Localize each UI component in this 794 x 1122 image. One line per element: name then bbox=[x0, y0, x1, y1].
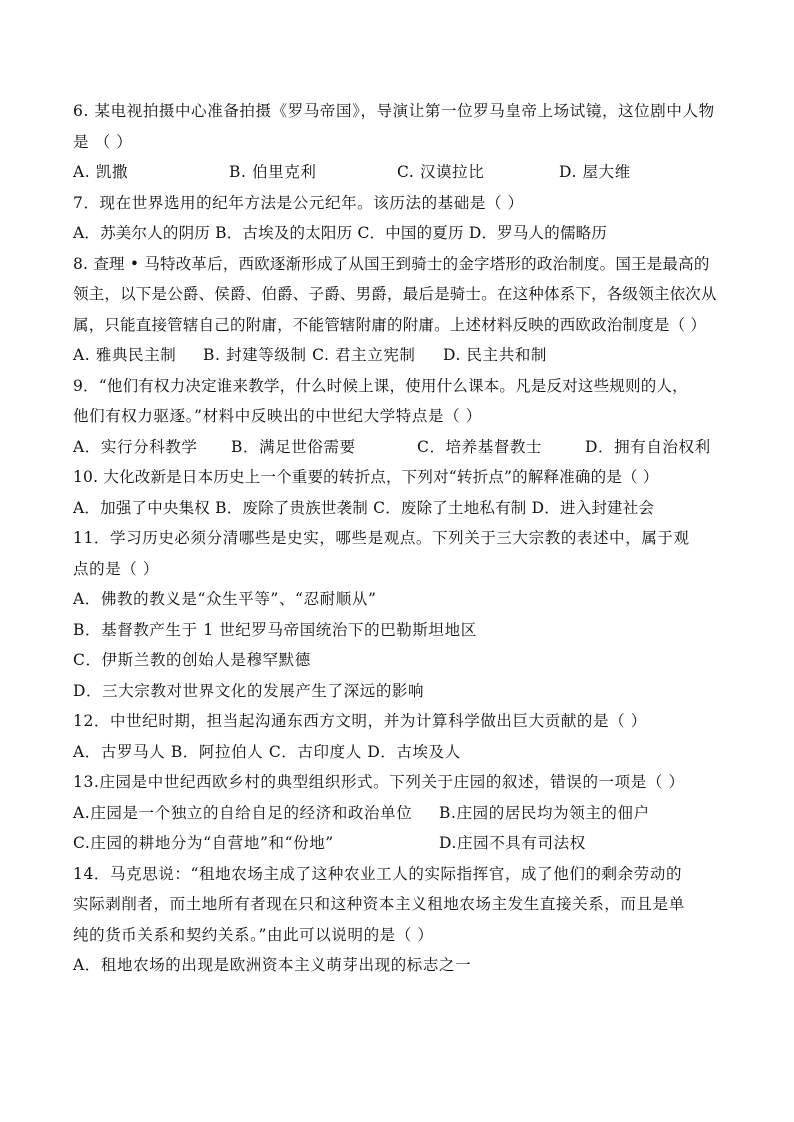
option-a: A. 凯撒 bbox=[73, 163, 129, 181]
question-7-stem: 7．现在世界选用的纪年方法是公元纪年。该历法的基础是（ ） bbox=[73, 193, 524, 212]
question-9-stem-line-2: 他们有权力驱逐。”材料中反映出的中世纪大学特点是（ ） bbox=[73, 407, 482, 425]
option-b: B．满足世俗需要 bbox=[231, 437, 356, 456]
question-7-options: A．苏美尔人的阴历 B．古埃及的太阳历 C．中国的夏历 D．罗马人的儒略历 bbox=[73, 224, 608, 242]
question-9-stem-line-1: 9．“他们有权力决定谁来教学，什么时候上课，使用什么课本。凡是反对这些规则的人， bbox=[73, 376, 688, 395]
question-14-option-a: A．租地农场的出现是欧洲资本主义萌芽出现的标志之一 bbox=[73, 956, 472, 974]
option-a: A．实行分科教学 bbox=[73, 437, 198, 456]
question-8-stem-line-1: 8. 查理 • 马特改革后，西欧逐渐形成了从国王到骑士的金字塔形的政治制度。国王是最高的 bbox=[73, 254, 710, 273]
question-12-stem: 12．中世纪时期，担当起沟通东西方文明，并为计算科学做出巨大贡献的是（ ） bbox=[73, 712, 647, 730]
option-d: D.庄园不具有司法权 bbox=[439, 834, 586, 852]
question-6-stem-line-1: 6. 某电视拍摄中心准备拍摄《罗马帝国》，导演让第一位罗马皇帝上场试镜，这位剧中人物 bbox=[73, 102, 715, 120]
question-9-options bbox=[73, 432, 723, 463]
question-13-options-row-1 bbox=[73, 798, 723, 829]
option-c: C. 汉谟拉比 bbox=[397, 163, 485, 181]
option-d: D. 民主共和制 bbox=[443, 346, 548, 364]
question-11-option-a: A．佛教的教义是“众生平等”、“忍耐顺从” bbox=[73, 590, 377, 608]
question-13-stem: 13.庄园是中世纪西欧乡村的典型组织形式。下列关于庄园的叙述，错误的一项是（ ） bbox=[73, 773, 685, 791]
option-b: B. 伯里克利 bbox=[229, 163, 317, 181]
question-11-stem-line-1: 11．学习历史必须分清哪些是史实，哪些是观点。下列关于三大宗教的表述中，属于观 bbox=[73, 529, 690, 547]
question-6-stem-line-2: 是 （ ） bbox=[73, 132, 133, 151]
exam-page bbox=[73, 96, 723, 981]
question-10-options: A．加强了中央集权 B．废除了贵族世袭制 C．废除了土地私有制 D．进入封建社会 bbox=[73, 498, 655, 517]
question-13-options-row-2 bbox=[73, 828, 723, 859]
question-14-stem-line-3: 纯的货币关系和契约关系。”由此可以说明的是（ ） bbox=[73, 925, 434, 944]
question-12-options: A．古罗马人 B．阿拉伯人 C．古印度人 D．古埃及人 bbox=[73, 742, 461, 761]
option-a: A.庄园是一个独立的自给自足的经济和政治单位 bbox=[73, 803, 413, 822]
option-b: B.庄园的居民均为领主的佃户 bbox=[439, 803, 650, 822]
question-14-stem-line-1: 14．马克思说：“租地农场主成了这种农业工人的实际指挥官，成了他们的剩余劳动的 bbox=[73, 864, 683, 883]
option-d: D. 屋大维 bbox=[559, 163, 631, 181]
option-a: A. 雅典民主制 bbox=[73, 346, 177, 364]
question-11-option-b: B．基督教产生于 1 世纪罗马帝国统治下的巴勒斯坦地区 bbox=[73, 620, 477, 639]
question-11-option-c: C．伊斯兰教的创始人是穆罕默德 bbox=[73, 651, 311, 669]
question-11-stem-line-2: 点的是（ ） bbox=[73, 559, 160, 578]
question-14-stem-line-2: 实际剥削者，而土地所有者现在只和这种资本主义租地农场主发生直接关系，而且是单 bbox=[73, 895, 685, 913]
question-8-stem-line-2: 领主，以下是公爵、侯爵、伯爵、子爵、男爵，最后是骑士。在这种体系下，各级领主依次从 bbox=[73, 285, 717, 303]
option-b-c: B. 封建等级制 C. 君主立宪制 bbox=[203, 346, 416, 364]
question-8-stem-line-3: 属，只能直接管辖自己的附庸，不能管辖附庸的附庸。上述材料反映的西欧政治制度是（ ） bbox=[73, 315, 707, 334]
option-c: C.庄园的耕地分为“自营地”和“份地” bbox=[73, 834, 334, 852]
question-10-stem: 10. 大化改新是日本历史上一个重要的转折点，下列对“转折点”的解释准确的是（ ） bbox=[73, 468, 659, 486]
question-11-option-d: D．三大宗教对世界文化的发展产生了深远的影响 bbox=[73, 681, 425, 700]
question-6-options bbox=[73, 157, 723, 188]
option-d: D．拥有自治权利 bbox=[585, 437, 711, 456]
question-8-options bbox=[73, 340, 723, 371]
option-c: C．培养基督教士 bbox=[417, 437, 543, 456]
